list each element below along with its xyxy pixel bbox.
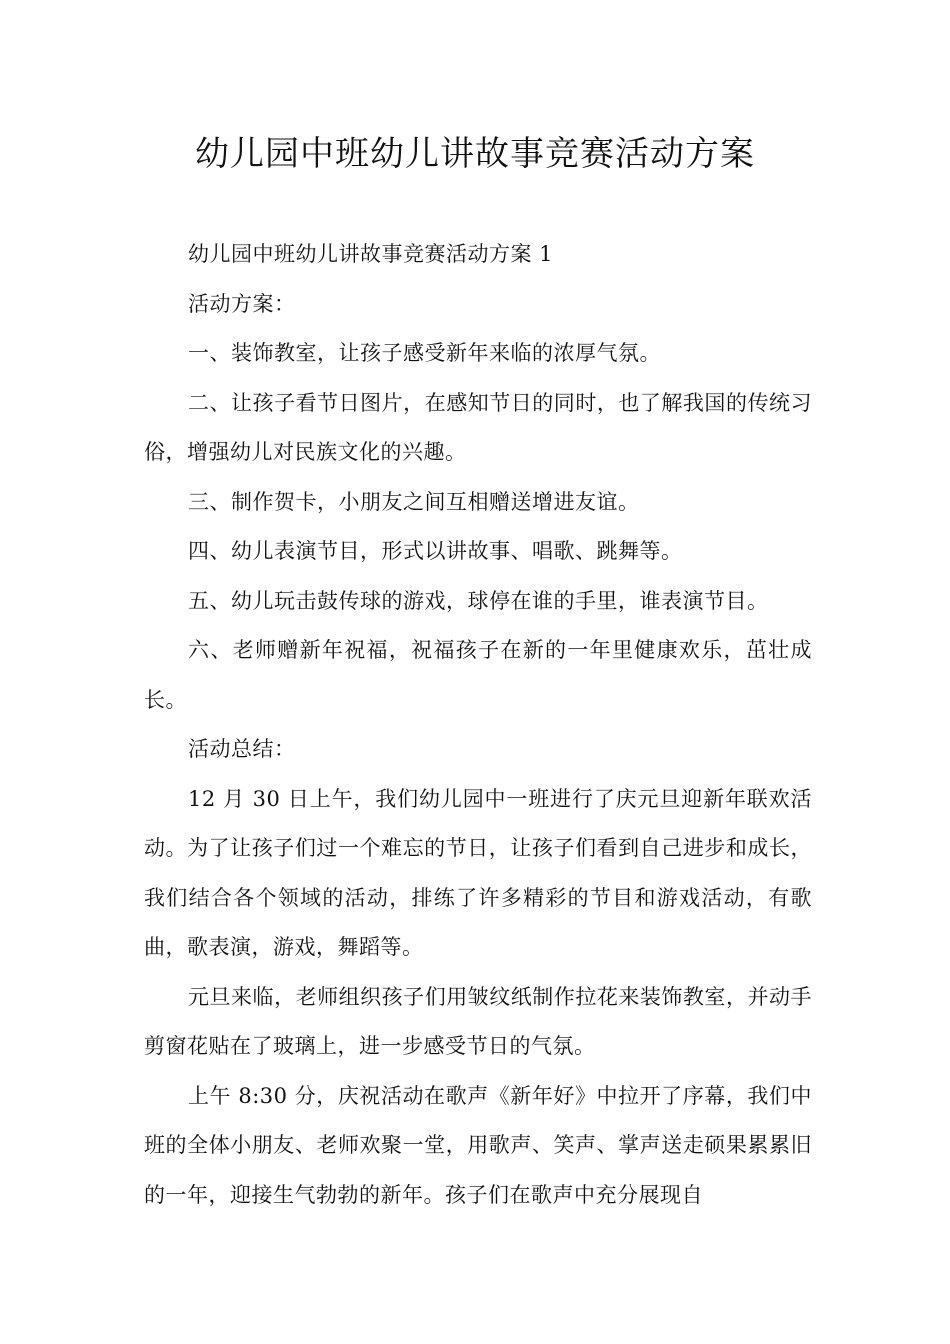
plan-item-4: 四、幼儿表演节目，形式以讲故事、唱歌、跳舞等。 [188, 539, 683, 563]
plan-item-3: 三、制作贺卡，小朋友之间互相赠送增进友谊。 [188, 489, 640, 514]
plan-item-5: 五、幼儿玩击鼓传球的游戏，球停在谁的手里，谁表演节目。 [188, 588, 769, 613]
summary-paragraph-1: 12 月 30 日上午，我们幼儿园中一班进行了庆元旦迎新年联欢活动。为了让孩子们过一个难忘的节日，让孩子们看到自己进步和成长，我们结合各个领域的活动，排练了许多精彩的节目和游戏活动，有歌曲，歌表演，游戏，舞蹈等。 [144, 786, 812, 959]
document-title: 幼儿园中班幼儿讲故事竞赛活动方案 [195, 134, 755, 174]
summary-paragraph-3: 上午 8:30 分，庆祝活动在歌声《新年好》中拉开了序幕，我们中班的全体小朋友、老师欢聚一堂，用歌声、笑声、掌声送走硕果累累旧的一年，迎接生气勃勃的新年。孩子们在歌声中充分展现自 [144, 1083, 812, 1207]
summary-paragraph-2: 元旦来临，老师组织孩子们用皱纹纸制作拉花来装饰教室，并动手剪窗花贴在了玻璃上，进一步感受节日的气氛。 [144, 984, 812, 1058]
plan-item-6: 六、老师赠新年祝福，祝福孩子在新的一年里健康欢乐，茁壮成长。 [144, 638, 812, 712]
plan-item-2: 二、让孩子看节日图片，在感知节日的同时，也了解我国的传统习俗，增强幼儿对民族文化的兴趣。 [144, 390, 812, 464]
plan-heading: 活动方案： [188, 291, 296, 316]
document-body [144, 230, 812, 1220]
subtitle-paragraph: 幼儿园中班幼儿讲故事竞赛活动方案 1 [188, 242, 554, 266]
summary-heading: 活动总结： [188, 737, 296, 761]
plan-item-1: 一、装饰教室，让孩子感受新年来临的浓厚气氛。 [188, 341, 661, 365]
